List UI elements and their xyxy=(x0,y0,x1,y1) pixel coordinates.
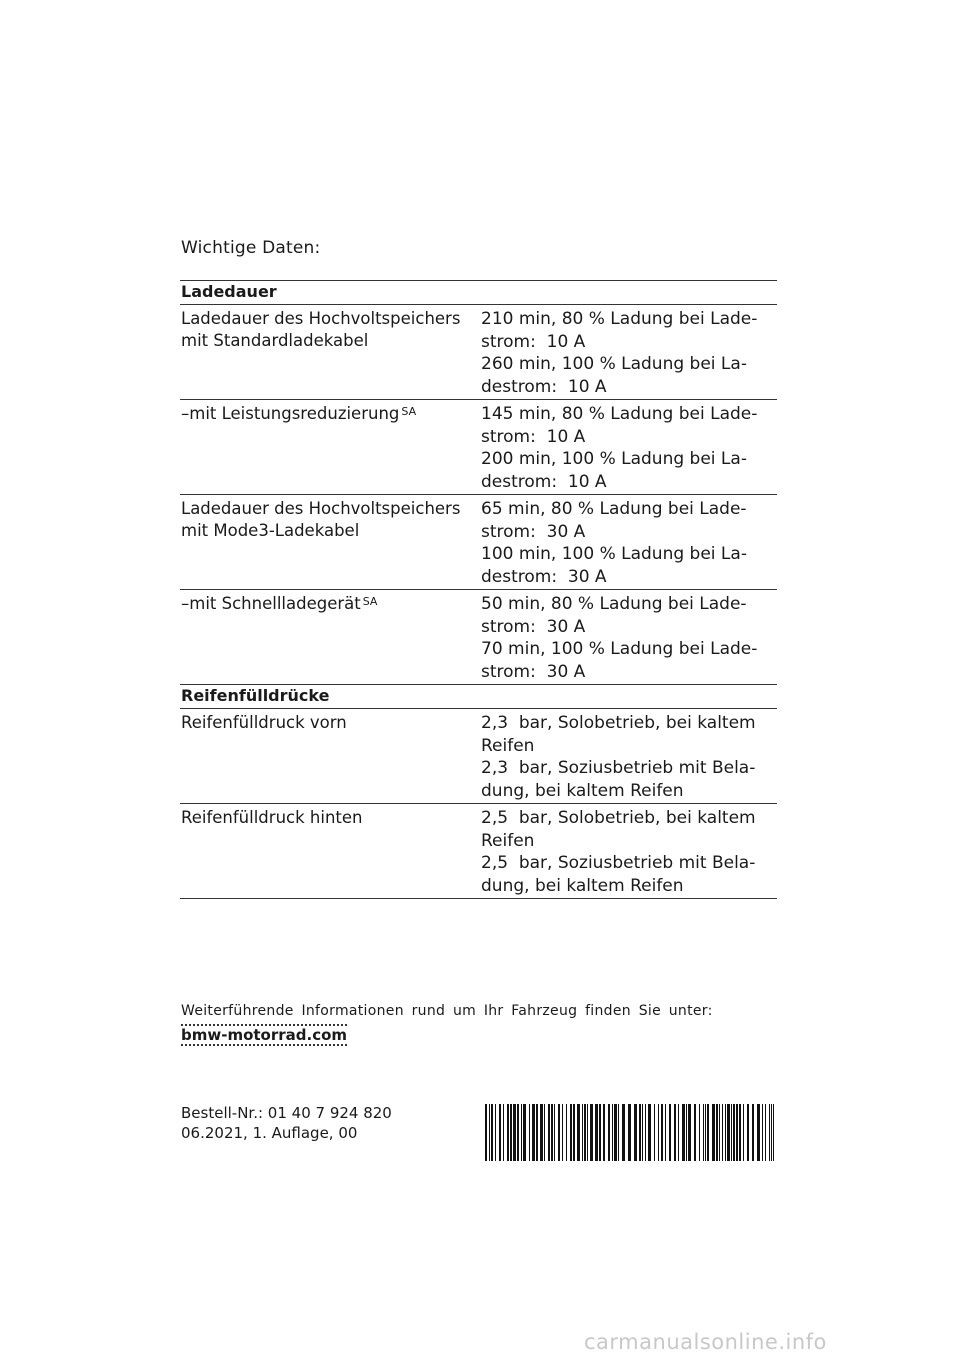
barcode-bar xyxy=(618,1104,619,1161)
barcode-bar xyxy=(752,1104,754,1161)
barcode-bar xyxy=(705,1104,706,1161)
barcode-bar xyxy=(665,1104,666,1161)
row-label xyxy=(180,498,481,588)
barcode-bar xyxy=(523,1104,526,1161)
barcode-bar xyxy=(521,1104,522,1161)
section-title: Reifenfülldrücke xyxy=(180,685,777,709)
barcode-bar xyxy=(540,1104,543,1161)
barcode-bar xyxy=(773,1104,774,1161)
barcode-bar xyxy=(707,1104,709,1161)
barcode-bar xyxy=(587,1104,588,1161)
barcode-bar xyxy=(719,1104,720,1161)
table-row xyxy=(180,804,777,899)
barcode-bar xyxy=(639,1104,641,1161)
table-row xyxy=(180,305,777,400)
sa-marker: SA xyxy=(362,595,378,608)
barcode-bar xyxy=(513,1104,516,1161)
barcode-bar xyxy=(577,1104,580,1161)
info-text: Weiterführende Informationen rund um Ihr Fahrzeug finden Sie unter: xyxy=(181,1003,713,1019)
barcode-bar xyxy=(489,1104,490,1161)
barcode-bar xyxy=(628,1104,631,1161)
barcode-bar xyxy=(603,1104,605,1161)
row-values xyxy=(481,593,777,683)
row-label xyxy=(180,308,481,398)
value-line: 210 min, 80 % Ladung bei Lade- xyxy=(481,309,758,329)
barcode-bar xyxy=(584,1104,586,1161)
watermark-text: carmanualsonline.info xyxy=(584,1330,827,1354)
value-line: 145 min, 80 % Ladung bei Lade- xyxy=(481,404,758,424)
barcode-bar xyxy=(536,1104,538,1161)
barcode-bar xyxy=(582,1104,583,1161)
sa-marker: SA xyxy=(401,405,417,418)
row-label xyxy=(180,403,481,493)
barcode-bar xyxy=(686,1104,687,1161)
value-line: dung, bei kaltem Reifen xyxy=(481,780,684,801)
barcode-bar xyxy=(558,1104,560,1161)
barcode-bar xyxy=(590,1104,593,1161)
barcode-bar xyxy=(495,1104,496,1161)
barcode-bar xyxy=(703,1104,704,1161)
barcode-bar xyxy=(743,1104,744,1161)
barcode-bar xyxy=(612,1104,613,1161)
table-row xyxy=(180,495,777,590)
page-heading: Wichtige Daten: xyxy=(181,238,321,258)
barcode-bar xyxy=(694,1104,696,1161)
value-line: destrom: 30 A xyxy=(481,566,607,587)
value-line: strom: 30 A xyxy=(481,521,586,542)
barcode-bar xyxy=(595,1104,598,1161)
value-line: destrom: 10 A xyxy=(481,471,607,492)
value-line: 2,5 bar, Soziusbetrieb mit Bela- xyxy=(481,853,756,873)
barcode-bar xyxy=(725,1104,726,1161)
value-line: dung, bei kaltem Reifen xyxy=(481,875,684,896)
barcode-bar xyxy=(669,1104,671,1161)
barcode-bar xyxy=(688,1104,691,1161)
barcode-bar xyxy=(712,1104,715,1161)
barcode-bar xyxy=(614,1104,617,1161)
barcode-bar xyxy=(736,1104,738,1161)
value-line: 2,3 bar, Soziusbetrieb mit Bela- xyxy=(481,758,756,778)
barcode-bar xyxy=(544,1104,545,1161)
table-row xyxy=(180,709,777,804)
barcode-bar xyxy=(733,1104,735,1161)
barcode-bar xyxy=(517,1104,519,1161)
barcode-bar xyxy=(757,1104,760,1161)
barcode-bar xyxy=(499,1104,501,1161)
barcode-bar xyxy=(573,1104,575,1161)
row-label-text: –mit Schnellladegerät xyxy=(181,594,361,613)
row-label-text: Ladedauer des Hochvoltspeichers mit Standardladekabel xyxy=(181,309,461,350)
barcode-bar xyxy=(554,1104,555,1161)
barcode-bar xyxy=(648,1104,651,1161)
barcode-bar xyxy=(485,1104,487,1161)
row-label-text: Ladedauer des Hochvoltspeichers mit Mode3-Ladekabel xyxy=(181,499,461,540)
barcode-bar xyxy=(739,1104,741,1161)
value-line: strom: 30 A xyxy=(481,616,586,637)
barcode-bar xyxy=(532,1104,535,1161)
value-line: Reifen xyxy=(481,735,535,756)
value-line: 50 min, 80 % Ladung bei Lade- xyxy=(481,594,747,614)
value-line: 260 min, 100 % Ladung bei La- xyxy=(481,354,747,374)
barcode-bar xyxy=(622,1104,625,1161)
barcode-bar xyxy=(769,1104,770,1161)
row-label xyxy=(180,593,481,683)
value-line: 65 min, 80 % Ladung bei Lade- xyxy=(481,499,747,519)
barcode-bar xyxy=(642,1104,643,1161)
spec-table xyxy=(180,280,777,899)
row-values xyxy=(481,498,777,588)
barcode-bar xyxy=(771,1104,772,1161)
barcode-bar xyxy=(503,1104,504,1161)
value-line: 2,3 bar, Solobetrieb, bei kaltem xyxy=(481,713,756,733)
value-line: 2,5 bar, Solobetrieb, bei kaltem xyxy=(481,808,756,828)
row-label-text: Reifenfülldruck hinten xyxy=(181,808,363,827)
table-row xyxy=(180,400,777,495)
barcode-bar xyxy=(762,1104,763,1161)
value-line: strom: 10 A xyxy=(481,426,586,447)
row-values xyxy=(481,807,777,897)
barcode-bar xyxy=(562,1104,563,1161)
barcode-bar xyxy=(570,1104,572,1161)
row-label-text: Reifenfülldruck vorn xyxy=(181,713,347,732)
footer-info xyxy=(181,1103,392,1143)
barcode-bar xyxy=(699,1104,700,1161)
barcode-bar xyxy=(551,1104,553,1161)
barcode-bar xyxy=(716,1104,718,1161)
row-values xyxy=(481,308,777,398)
value-line: 200 min, 100 % Ladung bei La- xyxy=(481,449,747,469)
order-number: Bestell-Nr.: 01 40 7 924 820 xyxy=(181,1104,392,1122)
row-values xyxy=(481,403,777,493)
row-label xyxy=(180,712,481,802)
barcode-bar xyxy=(727,1104,730,1161)
barcode-bar xyxy=(747,1104,749,1161)
barcode-bar xyxy=(654,1104,655,1161)
edition-info: 06.2021, 1. Auflage, 00 xyxy=(181,1124,358,1142)
website-link[interactable]: bmw-motorrad.com xyxy=(181,1026,348,1044)
value-line: Reifen xyxy=(481,830,535,851)
barcode-bar xyxy=(529,1104,530,1161)
table-row xyxy=(180,590,777,685)
barcode-bar xyxy=(491,1104,493,1161)
barcode-bar xyxy=(599,1104,601,1161)
barcode-bar xyxy=(608,1104,610,1161)
value-line: strom: 10 A xyxy=(481,331,586,352)
barcode-bar xyxy=(645,1104,646,1161)
barcode-bar xyxy=(658,1104,659,1161)
barcode-bar xyxy=(510,1104,512,1161)
barcode-bar xyxy=(507,1104,509,1161)
barcode-bar xyxy=(548,1104,550,1161)
row-label xyxy=(180,807,481,897)
section-title: Ladedauer xyxy=(180,281,777,305)
barcode-bar xyxy=(566,1104,567,1161)
barcode-bar xyxy=(634,1104,637,1161)
barcode-bar xyxy=(661,1104,663,1161)
value-line: 70 min, 100 % Ladung bei Lade- xyxy=(481,639,758,659)
barcode-bar xyxy=(678,1104,679,1161)
barcode-bar xyxy=(682,1104,685,1161)
barcode-bar xyxy=(722,1104,723,1161)
row-label-text: –mit Leistungsreduzierung xyxy=(181,404,400,423)
value-line: destrom: 10 A xyxy=(481,376,607,397)
barcode-bar xyxy=(674,1104,676,1161)
barcode-bar xyxy=(731,1104,732,1161)
barcode-bar xyxy=(765,1104,766,1161)
value-line: strom: 30 A xyxy=(481,661,586,682)
barcode xyxy=(485,1104,777,1161)
value-line: 100 min, 100 % Ladung bei La- xyxy=(481,544,747,564)
row-values xyxy=(481,712,777,802)
